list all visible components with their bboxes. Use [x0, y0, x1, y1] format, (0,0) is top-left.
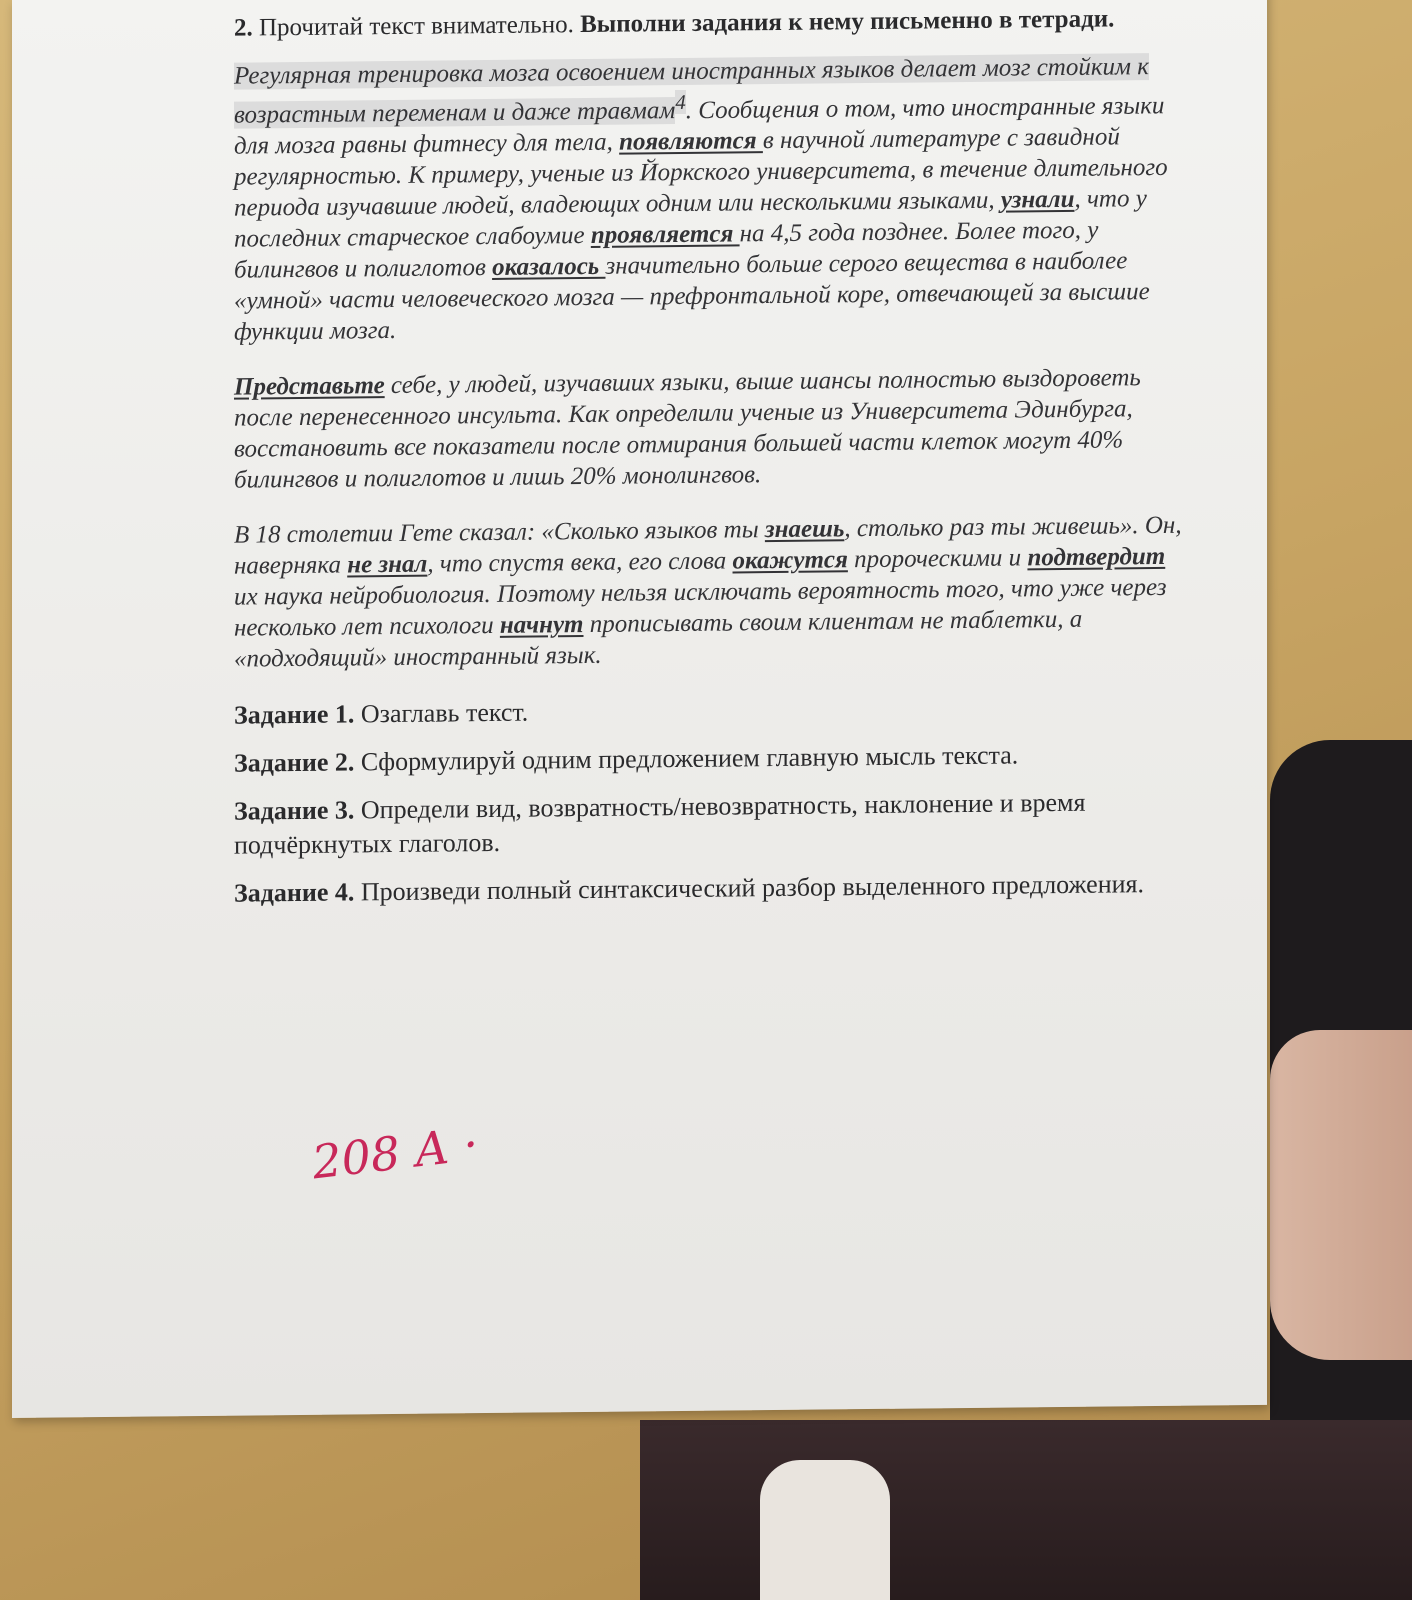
underlined-verb: окажутся: [732, 546, 848, 575]
task-4: [234, 867, 1194, 911]
task-text: Произведи полный синтаксический разбор выделенного предложения.: [354, 869, 1144, 907]
underlined-verb: знаешь: [764, 515, 845, 544]
paragraph-text: , столько раз ты живешь». Он, наверняка: [234, 512, 1182, 581]
underlined-verb: проявляется: [590, 220, 740, 250]
worksheet-content: [234, 2, 1194, 925]
task-3: [234, 785, 1194, 863]
task-text: Озаглавь текст.: [354, 697, 529, 729]
paragraph-text: . Сообщения о том, что иностранные языки для мозга равны фитнесу для тела,: [234, 92, 1165, 161]
exercise-header: [234, 2, 1194, 45]
shoe: [760, 1460, 890, 1600]
underlined-verb: оказалось: [492, 253, 606, 282]
task-label: Задание 2.: [234, 747, 355, 779]
underlined-verb: появляются: [619, 127, 763, 156]
underlined-verb: Представьте: [234, 372, 385, 402]
paragraph-text: , что спустя века, его слова: [427, 547, 733, 578]
underlined-verb: не знал: [347, 550, 428, 579]
paragraph-text: В 18 столетии Гете сказал: «Сколько языков ты: [234, 516, 765, 550]
task-label: Задание 4.: [234, 877, 355, 909]
paper-sheet: [12, 0, 1267, 1418]
task-label: Задание 3.: [234, 795, 355, 827]
paragraph-2: [234, 362, 1194, 496]
underlined-verb: начнут: [499, 611, 584, 640]
paragraph-1: [234, 51, 1194, 348]
underlined-verb: подтвердит: [1027, 543, 1166, 572]
task-label: Задание 1.: [234, 699, 355, 731]
paragraph-text: на 4,5 года позднее. Более того, у билингвов и полиглотов: [234, 216, 1099, 285]
hand: [1270, 1030, 1412, 1360]
task-text: Определи вид, возвратность/невозвратность, наклонение и время подчёркнутых глаголов.: [234, 788, 1086, 861]
task-2: [234, 737, 1194, 781]
exercise-number: 2.: [234, 14, 253, 42]
underlined-verb: узнали: [1000, 186, 1075, 214]
exercise-intro: Прочитай текст внимательно.: [259, 11, 574, 42]
footnote-mark: 4: [675, 89, 686, 115]
handwritten-note: 208 А ·: [309, 1116, 481, 1190]
paragraph-3: [234, 510, 1194, 675]
exercise-instruction: Выполни задания к нему письменно в тетради.: [580, 5, 1115, 39]
task-text: Сформулируй одним предложением главную мысль текста.: [354, 740, 1019, 777]
paragraph-text: , что у последних старческое слабоумие: [234, 185, 1147, 254]
paragraph-text: их наука нейробиология. Поэтому нельзя исключать вероятность того, что уже через несколько лет психологи: [234, 574, 1167, 643]
paragraph-text: себе, у людей, изучавших языки, выше шансы полностью выздороветь после перенесенного инсульта. Как определили ученые из Университета Эдинбурга, восстановить все показатели после отмирания большей части клеток могут 40% билингвов и полиглотов и лишь 20% монолингвов.: [234, 364, 1141, 495]
task-1: [234, 689, 1194, 733]
paragraph-text: в научной литературе с завидной регулярностью. К примеру, ученые из Йоркского университета, в течение длительного периода изучавшие людей, владеющих одним или несколькими языками,: [234, 123, 1168, 223]
paragraph-text: пророческими и: [847, 544, 1028, 574]
highlighted-sentence: Регулярная тренировка мозга освоением иностранных языков делает мозг стойким к возрастным переменам и даже травмам: [234, 53, 1149, 130]
floor-shadow: [640, 1420, 1412, 1600]
paragraph-text: прописывать своим клиентам не таблетки, а «подходящий» иностранный язык.: [234, 606, 1083, 674]
paragraph-text: значительно больше серого вещества в наиболее «умной» части человеческого мозга — префронтальной коре, отвечающей за высшие функции мозга.: [234, 247, 1150, 347]
